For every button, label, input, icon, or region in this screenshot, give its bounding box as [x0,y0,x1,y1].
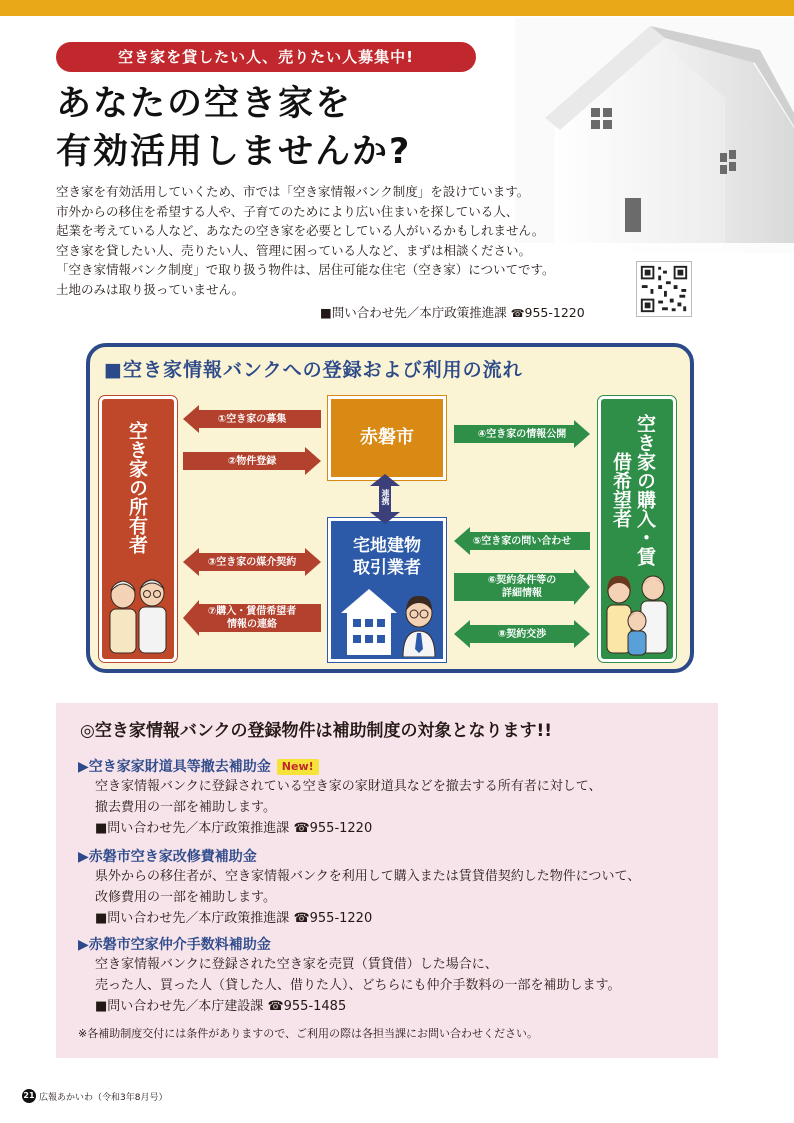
step2-arrow [183,447,321,475]
buyer-label: 空き家の購入・賃借希望者 [610,413,656,566]
step4-label: ④空き家の情報公開 [477,428,567,440]
subsidy-contact: ■問い合わせ先／本庁政策推進課 ☎955-1220 [95,911,373,926]
contact-phone: 955-1220 [524,305,585,320]
step3-label: ③空き家の媒介契約 [207,556,297,568]
step4-arrow [454,420,590,448]
phone-icon: ☎ [293,911,310,926]
agent-label-1: 宅地建物 [353,536,421,556]
publication-name: 広報あかいわ（令和3年8月号） [39,1092,168,1103]
subsidy-note: ※各補助制度交付には条件がありますので、ご利用の際は各担当課にお問い合わせください。 [78,1027,538,1040]
step8-label: ⑧契約交渉 [497,628,547,640]
step1-arrow [183,405,321,433]
intro-line: 土地のみは取り扱っていません。 [56,281,245,297]
intro-line: 起業を考えている人など、あなたの空き家を必要としている人がいるかもしれません。 [56,223,545,238]
phone-icon: ☎ [293,821,310,836]
intro-paragraph [56,182,616,299]
contact-label: ■問い合わせ先／本庁政策推進課 [320,305,507,320]
agent-office-icon [337,583,441,657]
step2-label: ②物件登録 [227,455,277,467]
step7-label: ⑦購入・賃借希望者 情報の連絡 [207,606,297,630]
subsidy-contact: ■問い合わせ先／本庁政策推進課 ☎955-1220 [95,821,373,836]
owner-label: 空き家の所有者 [126,420,148,554]
step5-label: ⑤空き家の問い合わせ [472,535,572,547]
subsidy-item-heading: ▶空き家家財道具等撤去補助金 New! [78,756,319,776]
real-estate-agent-box [328,518,446,662]
subsidy-contact: ■問い合わせ先／本庁建設課 ☎955-1485 [95,999,347,1014]
subsidy-title: ◎空き家情報バンクの登録物件は補助制度の対象となります!! [80,721,552,741]
page-title [56,80,526,176]
top-accent-bar [0,0,794,16]
intro-line: 「空き家情報バンク制度」で取り扱う物件は、居住可能な住宅（空き家）についてです。 [56,262,555,277]
step5-arrow [454,527,590,555]
recruitment-banner: 空き家を貸したい人、売りたい人募集中! [56,42,476,72]
step1-label: ①空き家の募集 [217,413,287,425]
subsidy-item-body: 県外からの移住者が、空き家情報バンクを利用して購入または賃貸借契約した物件について、 改修費用の一部を補助します。 ■問い合わせ先／本庁政策推進課 ☎955-1220 [95,866,640,929]
qr-code[interactable] [636,261,692,317]
title-line-1: あなたの空き家を [56,84,353,124]
main-contact [320,303,620,321]
owner-box [99,396,177,662]
link-label: 連携 [381,489,390,505]
elderly-couple-icon [104,575,172,655]
intro-line: 空き家を有効活用していくため、市では「空き家情報バンク制度」を設けています。 [56,184,530,199]
family-icon [601,571,673,659]
step8-arrow [454,620,590,648]
subsidy-item-heading: ▶赤磐市空き家改修費補助金 [78,849,257,865]
page-number: 21 [22,1089,36,1103]
step3-arrow [183,548,321,576]
subsidy-item-body: 空き家情報バンクに登録されている空き家の家財道具などを撤去する所有者に対して、 撤去費用の一部を補助します。 ■問い合わせ先／本庁政策推進課 ☎955-1220 [95,776,601,839]
agent-label-2: 取引業者 [353,558,421,578]
city-akaiwa-box: 赤磐市 [328,396,446,480]
phone-icon: ☎ [267,999,284,1014]
subsidy-item-heading: ▶赤磐市空家仲介手数料補助金 [78,937,271,953]
step6-arrow [454,569,590,605]
intro-line: 市外からの移住を希望する人や、子育てのためにより広い住まいを探している人、 [56,203,519,219]
phone-icon: ☎ [510,307,525,320]
subsidy-item-body: 空き家情報バンクに登録された空き家を売買（賃貸借）した場合に、 売った人、買った人（貸した人、借りた人）、どちらにも仲介手数料の一部を補助します。 ■問い合わせ先／本庁建設課 ☎955-1485 [95,954,620,1017]
buyer-box [598,396,676,662]
step7-arrow [183,600,321,636]
step6-label: ⑥契約条件等の 詳細情報 [487,575,557,599]
intro-line: 空き家を貸したい人、売りたい人、管理に困っている人など、まずは相談ください。 [56,242,532,258]
title-line-2: 有効活用しませんか? [56,132,412,172]
flow-title: ■空き家情報バンクへの登録および利用の流れ [104,359,523,381]
page-footer [22,1089,167,1103]
new-badge: New! [277,759,319,775]
